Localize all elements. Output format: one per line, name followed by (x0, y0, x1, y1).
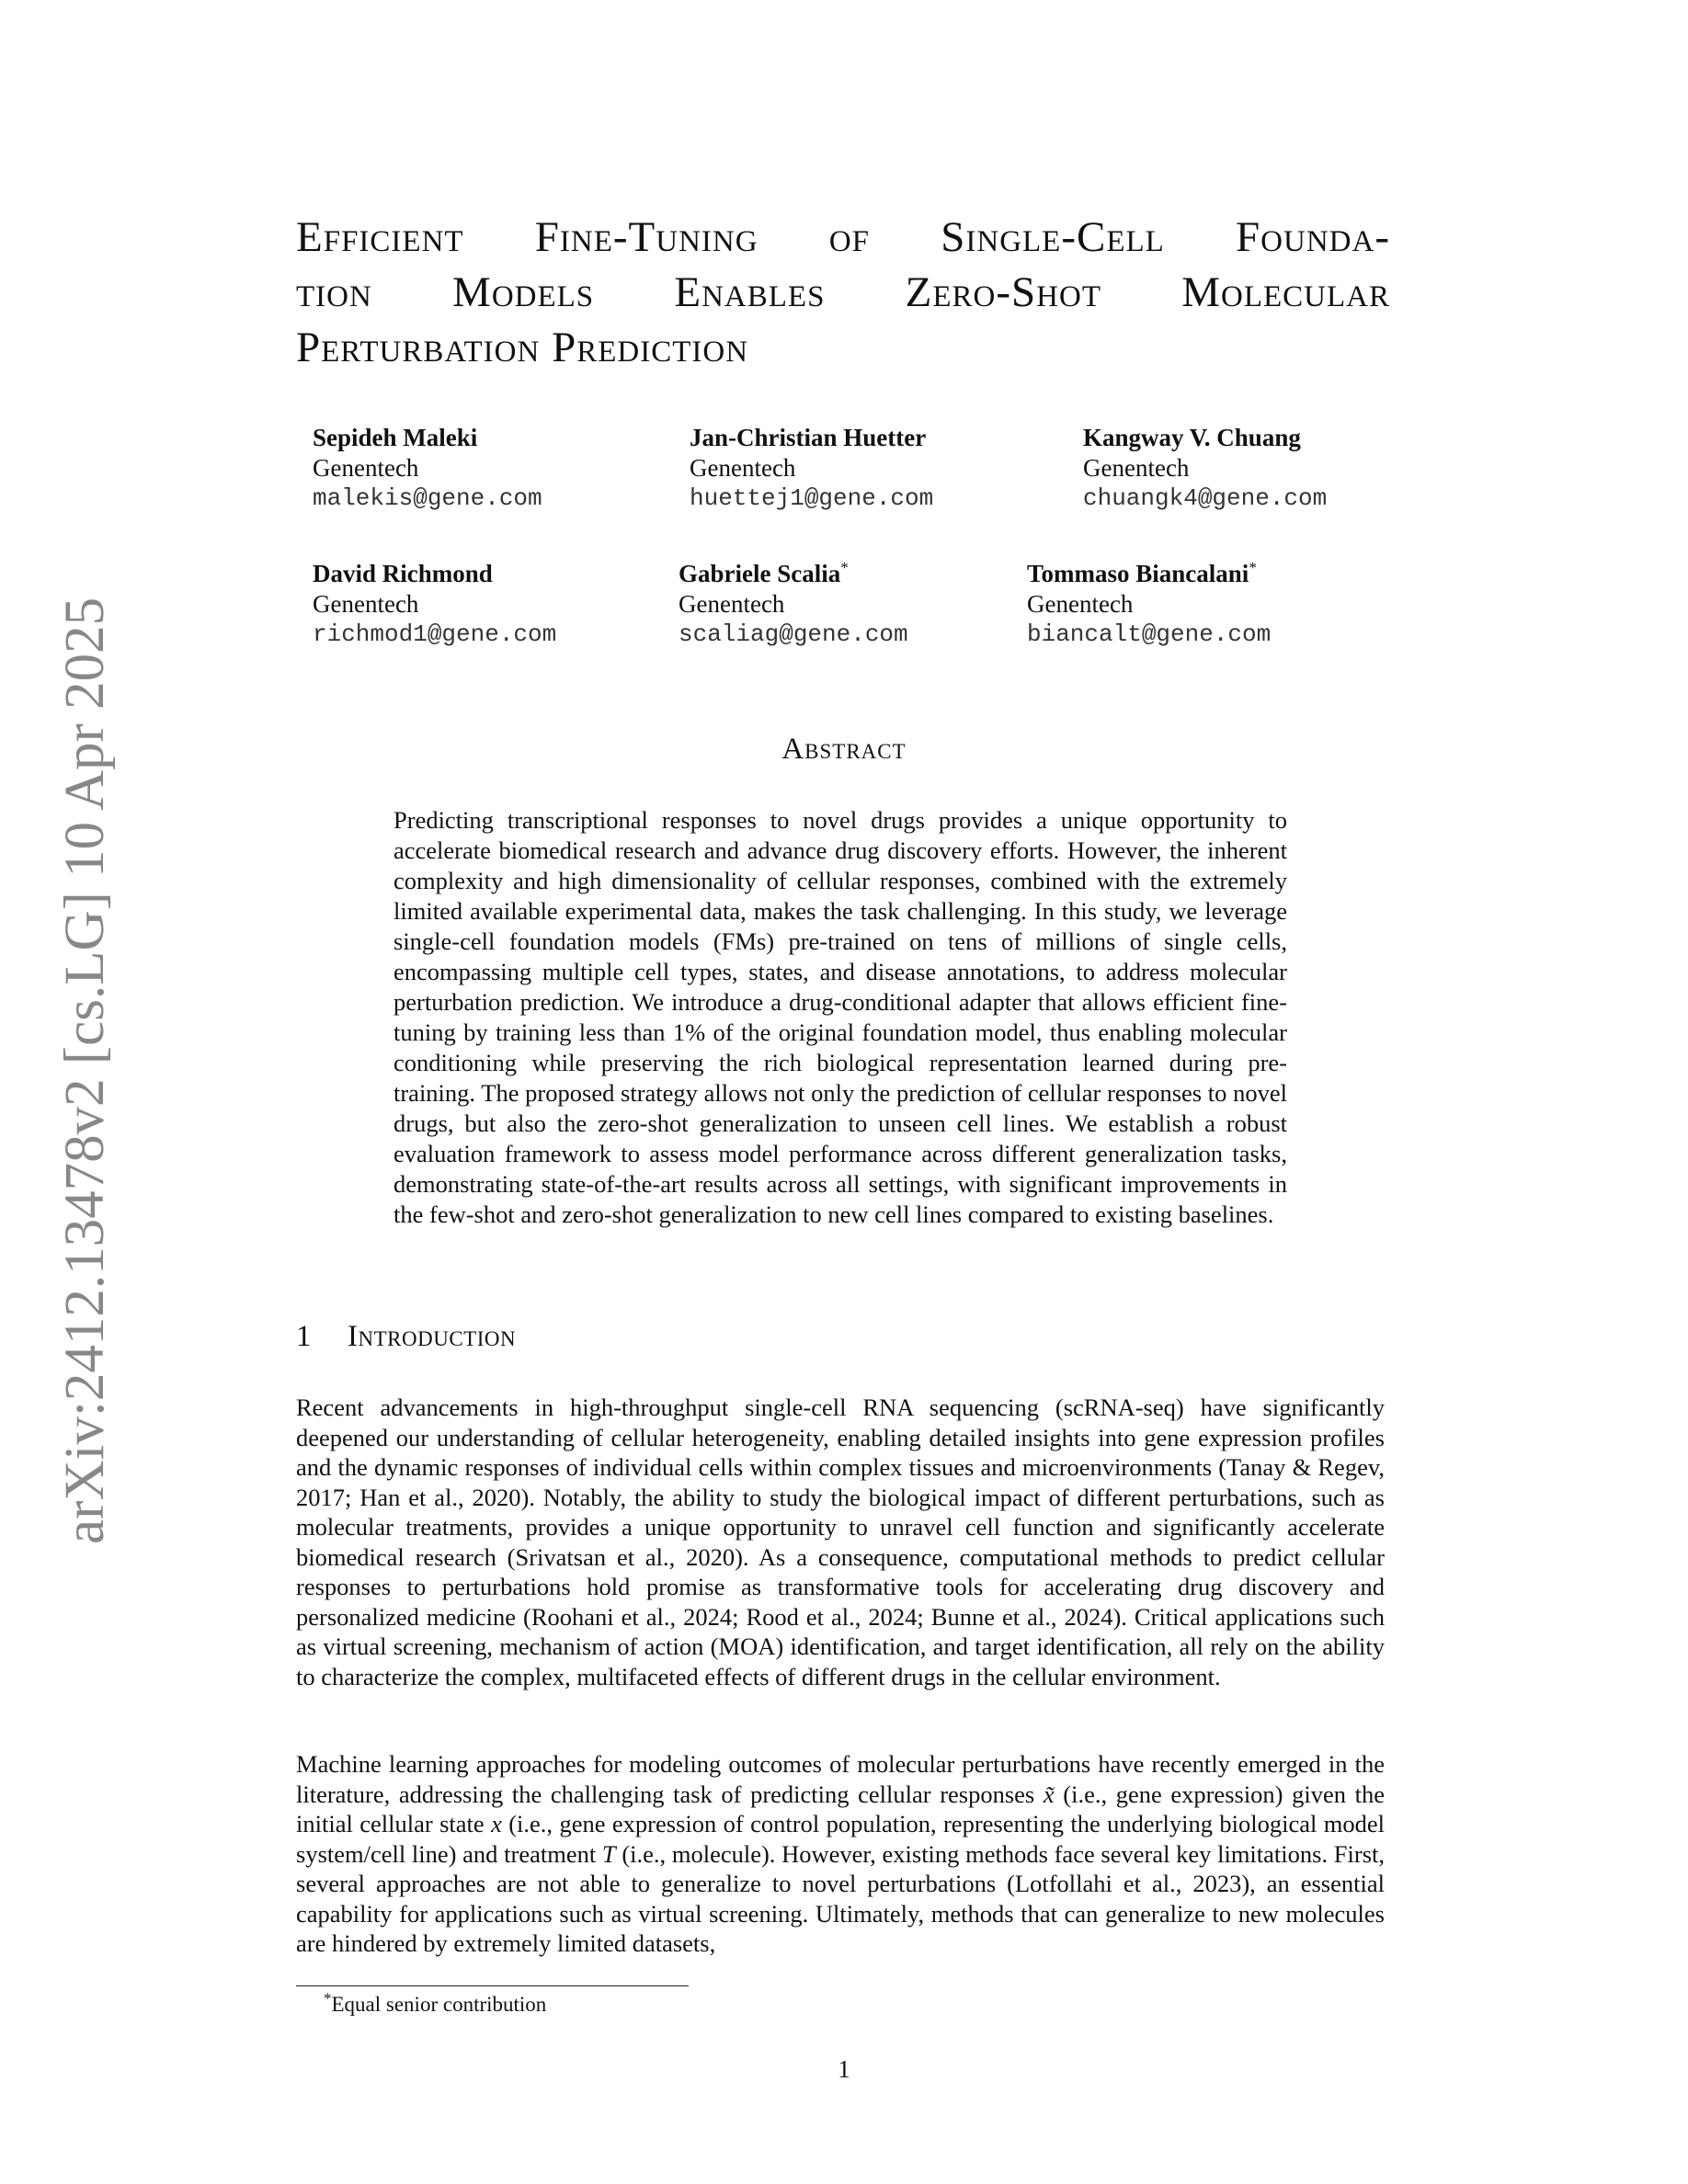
section-number: 1 (296, 1320, 312, 1353)
author-block (690, 423, 933, 514)
author-affiliation: Genentech (313, 590, 419, 618)
author-name: Tommaso Biancalani* (1027, 559, 1257, 587)
author-email[interactable]: chuangk4@gene.com (1083, 484, 1328, 512)
author-name: David Richmond (313, 560, 493, 587)
author-affiliation: Genentech (690, 454, 796, 482)
author-block (313, 559, 556, 650)
author-email[interactable]: scaliag@gene.com (679, 620, 908, 648)
author-block (313, 423, 542, 514)
body-paragraph: Machine learning approaches for modeling outcomes of molecular perturbations have recently emerged in the literature, addressing the challenging task of predicting cellular responses x̃ (i.e., gene expression) given the initial cellular state x (i.e., gene expression of control population, representing the underlying biological model system/cell line) and treatment T (i.e., molecule). However, existing methods face several key limitations. First, several approaches are not able to generalize to novel perturbations (Lotfollahi et al., 2023), an essential capability for applications such as virtual screening. Ultimately, methods that can generalize to new molecules are hindered by extremely limited datasets, (296, 1750, 1386, 1957)
title-line: Efficient Fine-Tuning of Single-Cell Founda- (296, 213, 1390, 261)
author-block (1027, 559, 1271, 650)
arxiv-identifier-stamp: arXiv:2412.13478v2 [cs.LG] 10 Apr 2025 (54, 597, 116, 1544)
author-block (679, 559, 908, 650)
section-title: Introduction (348, 1320, 517, 1353)
abstract-heading: Abstract (781, 733, 907, 766)
author-name: Jan-Christian Huetter (690, 424, 927, 451)
math-symbol: x (491, 1810, 502, 1837)
author-email[interactable]: huettej1@gene.com (690, 484, 934, 512)
title-line: tion Models Enables Zero-Shot Molecular (296, 268, 1390, 316)
section-heading (296, 1320, 516, 1354)
author-affiliation: Genentech (1027, 590, 1134, 618)
author-name: Gabriele Scalia* (679, 559, 849, 587)
author-affiliation: Genentech (313, 454, 419, 482)
author-affiliation: Genentech (1083, 454, 1190, 482)
author-email[interactable]: richmod1@gene.com (313, 620, 557, 648)
author-name: Sepideh Maleki (313, 424, 478, 451)
footnote: *Equal senior contribution (324, 1989, 547, 2016)
author-name: Kangway V. Chuang (1083, 424, 1301, 451)
footnote-divider (296, 1985, 689, 1986)
page-number: 1 (838, 2055, 850, 2083)
body-paragraph: Recent advancements in high-throughput single-cell RNA sequencing (scRNA-seq) have significantly deepened our understanding of cellular heterogeneity, enabling detailed insights into gene expression profiles and the dynamic responses of individual cells within complex tissues and microenvironments (Tanay & Regev, 2017; Han et al., 2020). Notably, the ability to study the biological impact of different perturbations, such as molecular treatments, provides a unique opportunity to unravel cell function and significantly accelerate biomedical research (Srivatsan et al., 2020). As a consequence, computational methods to predict cellular responses to perturbations hold promise as transformative tools for accelerating drug discovery and personalized medicine (Roohani et al., 2024; Rood et al., 2024; Bunne et al., 2024). Critical applications such as virtual screening, mechanism of action (MOA) identification, and target identification, all rely on the ability to characterize the complex, multifaceted effects of different drugs in the cellular environment. (296, 1393, 1385, 1690)
abstract-text: Predicting transcriptional responses to novel drugs provides a unique opportunity to accelerate biomedical research and advance drug discovery efforts. However, the inherent complexity and high dimensionality of cellular responses, combined with the extremely limited available experimental data, makes the task challenging. In this study, we leverage single-cell foundation models (FMs) pre-trained on tens of millions of single cells, encompassing multiple cell types, states, and disease annotations, to address molecular perturbation prediction. We introduce a drug-conditional adapter that allows efficient fine-tuning by training less than 1% of the original foundation model, thus enabling molecular conditioning while preserving the rich biological representation learned during pre-training. The proposed strategy allows not only the prediction of cellular responses to novel drugs, but also the zero-shot generalization to unseen cell lines. We establish a robust evaluation framework to assess model performance across different generalization tasks, demonstrating state-of-the-art results across all settings, with significant improvements in the few-shot and zero-shot generalization to new cell lines compared to existing baselines. (393, 806, 1287, 1228)
math-symbol: x̃ (1043, 1780, 1055, 1808)
paper-title (296, 210, 1390, 375)
author-email[interactable]: malekis@gene.com (313, 484, 542, 512)
title-line: Perturbation Prediction (296, 324, 749, 371)
author-affiliation: Genentech (679, 590, 785, 618)
author-email[interactable]: biancalt@gene.com (1027, 620, 1272, 648)
math-symbol: T (601, 1839, 616, 1868)
author-block (1083, 423, 1327, 514)
